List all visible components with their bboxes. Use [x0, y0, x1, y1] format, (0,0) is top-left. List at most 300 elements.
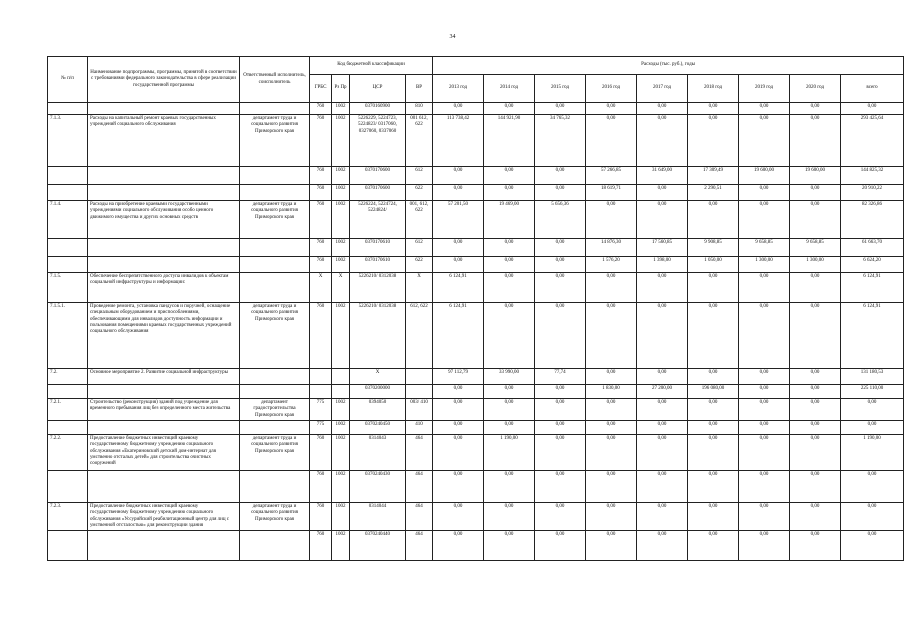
row-grbs: 760 — [310, 531, 332, 561]
table-row — [48, 115, 904, 167]
row-executor — [240, 167, 310, 185]
row-amount: 0,00 — [739, 369, 790, 385]
row-amount: 0,00 — [586, 103, 637, 115]
row-amount: 0,00 — [790, 115, 841, 167]
row-total: 1 190,00 — [841, 435, 904, 471]
row-amount: 0,00 — [790, 103, 841, 115]
row-amount: 1 300,00 — [790, 257, 841, 273]
row-amount: 0,00 — [535, 531, 586, 561]
row-executor: департамент труда и социального развития Приморского края — [240, 435, 310, 471]
row-amount: 17 309,49 — [688, 167, 739, 185]
table-row — [48, 273, 904, 303]
row-amount: 0,00 — [535, 471, 586, 503]
row-rzpr: 1002 — [332, 201, 350, 239]
row-num — [48, 239, 88, 257]
row-rzpr: 1002 — [332, 115, 350, 167]
row-amount: 0,00 — [586, 503, 637, 531]
row-amount: 97 112,79 — [433, 369, 484, 385]
row-amount: 0,00 — [790, 421, 841, 435]
row-amount: 34 765,32 — [535, 115, 586, 167]
row-amount: 0,00 — [637, 115, 688, 167]
row-amount: 1 830,00 — [586, 385, 637, 399]
row-vr: 622 — [406, 185, 433, 201]
row-vr — [406, 385, 433, 399]
row-executor: департамент градостроительства Приморского края — [240, 399, 310, 421]
table-row — [48, 185, 904, 201]
row-amount: 18 619,71 — [586, 185, 637, 201]
row-amount: 9 908,85 — [688, 239, 739, 257]
row-amount: 0,00 — [739, 115, 790, 167]
row-amount: 0,00 — [433, 185, 484, 201]
row-csr: 0370200000 — [350, 385, 406, 399]
row-amount: 0,00 — [484, 185, 535, 201]
row-rzpr: 1002 — [332, 471, 350, 503]
row-amount: 0,00 — [586, 201, 637, 239]
row-num: 7.2.3. — [48, 503, 88, 531]
row-total: 20 910,22 — [841, 185, 904, 201]
row-amount: 6 124,91 — [433, 273, 484, 303]
row-num: 7.2.2. — [48, 435, 88, 471]
row-vr: 612 — [406, 239, 433, 257]
row-csr: 0394050 — [350, 399, 406, 421]
header-rzpr: Рз Пр — [332, 75, 350, 103]
table-row — [48, 471, 904, 503]
row-name — [88, 257, 240, 273]
row-executor: департамент труда и социального развития Приморского края — [240, 115, 310, 167]
row-amount: 0,00 — [790, 273, 841, 303]
row-rzpr: 1002 — [332, 103, 350, 115]
row-total: 0,00 — [841, 421, 904, 435]
row-name — [88, 239, 240, 257]
row-csr: 0370240450 — [350, 421, 406, 435]
table-row — [48, 385, 904, 399]
row-vr: 464 — [406, 435, 433, 471]
row-amount: 0,00 — [535, 185, 586, 201]
row-grbs: 760 — [310, 239, 332, 257]
row-num — [48, 385, 88, 399]
row-grbs: 760 — [310, 201, 332, 239]
row-amount: 0,00 — [535, 503, 586, 531]
row-name: Расходы на приобретение краевыми государственными учреждениями социального обслуживания особо ценного движимого имущества и других основных средств — [88, 201, 240, 239]
row-amount: 27 200,00 — [637, 385, 688, 399]
header-grbs: ГРБС — [310, 75, 332, 103]
row-amount: 0,00 — [688, 369, 739, 385]
row-amount: 0,00 — [637, 369, 688, 385]
row-amount: 0,00 — [484, 531, 535, 561]
row-amount: 0,00 — [790, 201, 841, 239]
row-num — [48, 531, 88, 561]
row-amount: 0,00 — [484, 239, 535, 257]
row-name — [88, 531, 240, 561]
row-amount: 0,00 — [739, 531, 790, 561]
row-amount: 0,00 — [637, 503, 688, 531]
row-amount: 0,00 — [535, 167, 586, 185]
row-num — [48, 421, 88, 435]
row-amount: 0,00 — [484, 421, 535, 435]
row-total: 6 124,91 — [841, 273, 904, 303]
row-amount: 0,00 — [688, 471, 739, 503]
row-executor — [240, 273, 310, 303]
row-amount: 0,00 — [688, 421, 739, 435]
row-vr: 464 — [406, 471, 433, 503]
row-total: 225 110,00 — [841, 385, 904, 399]
row-name — [88, 385, 240, 399]
row-num: 7.1.5. — [48, 273, 88, 303]
row-num — [48, 103, 88, 115]
row-grbs: 760 — [310, 115, 332, 167]
header-csr: ЦСР — [350, 75, 406, 103]
row-rzpr — [332, 369, 350, 385]
row-amount: 0,00 — [739, 273, 790, 303]
row-amount: 1 576,20 — [586, 257, 637, 273]
header-year: 2018 год — [688, 75, 739, 103]
row-num: 7.2. — [48, 369, 88, 385]
table-row — [48, 303, 904, 369]
row-vr: 612, 622 — [406, 303, 433, 369]
row-vr: 464 — [406, 503, 433, 531]
row-amount: 0,00 — [739, 185, 790, 201]
row-name: Проведение ремонта, установка пандусов и поручней, оснащение специальным оборудованием и приспособлениями, обеспечивающими для инвалидов доступность информации и пользования помещениями краевых государственных учреждений социального обслуживания — [88, 303, 240, 369]
row-amount: 57 201,50 — [433, 201, 484, 239]
table-row — [48, 239, 904, 257]
row-amount: 0,00 — [688, 531, 739, 561]
row-name: Расходы на капитальный ремонт краевых государственных учреждений социального обслуживания — [88, 115, 240, 167]
row-rzpr: 1002 — [332, 185, 350, 201]
table-body — [48, 103, 904, 561]
row-amount: 0,00 — [688, 273, 739, 303]
row-amount: 0,00 — [484, 257, 535, 273]
row-executor — [240, 421, 310, 435]
row-rzpr: X — [332, 273, 350, 303]
row-total: 6 624,20 — [841, 257, 904, 273]
row-amount: 0,00 — [433, 531, 484, 561]
row-rzpr: 1002 — [332, 531, 350, 561]
row-amount: 9 658,85 — [739, 239, 790, 257]
row-amount: 1 300,00 — [739, 257, 790, 273]
row-amount: 0,00 — [535, 239, 586, 257]
row-amount: 0,00 — [586, 369, 637, 385]
row-amount: 0,00 — [790, 531, 841, 561]
row-vr — [406, 369, 433, 385]
row-amount: 0,00 — [688, 201, 739, 239]
row-amount: 113 738,42 — [433, 115, 484, 167]
row-vr: X — [406, 273, 433, 303]
row-amount: 0,00 — [637, 103, 688, 115]
row-num — [48, 167, 88, 185]
row-amount: 0,00 — [433, 239, 484, 257]
table-row — [48, 257, 904, 273]
row-num — [48, 471, 88, 503]
row-amount: 0,00 — [790, 385, 841, 399]
header-executor: Ответственный исполнитель, соисполнитель — [240, 57, 310, 103]
row-csr: 5226210/ 0312038 — [350, 303, 406, 369]
row-amount: 0,00 — [637, 421, 688, 435]
row-amount: 196 080,00 — [688, 385, 739, 399]
row-executor — [240, 239, 310, 257]
row-csr: X — [350, 369, 406, 385]
header-num: № п/п — [48, 57, 88, 103]
row-rzpr: 1002 — [332, 399, 350, 421]
row-amount: 0,00 — [637, 185, 688, 201]
row-amount: 0,00 — [739, 421, 790, 435]
row-grbs — [310, 385, 332, 399]
row-grbs: 760 — [310, 257, 332, 273]
row-csr: 0370170600 — [350, 167, 406, 185]
row-amount: 0,00 — [535, 385, 586, 399]
header-name: Наименование подпрограммы, программы, принятой в соответствии с требованиями федерального законодательства в сфере реализации государственной программы — [88, 57, 240, 103]
table-row — [48, 503, 904, 531]
header-year: 2016 год — [586, 75, 637, 103]
row-total: 0,00 — [841, 399, 904, 421]
row-grbs: 760 — [310, 471, 332, 503]
row-amount: 0,00 — [433, 103, 484, 115]
row-amount: 0,00 — [586, 303, 637, 369]
row-rzpr: 1002 — [332, 435, 350, 471]
row-executor — [240, 531, 310, 561]
row-amount: 0,00 — [790, 471, 841, 503]
row-vr: 622 — [406, 257, 433, 273]
row-amount: 33 990,00 — [484, 369, 535, 385]
row-amount: 1 398,00 — [637, 257, 688, 273]
row-amount: 0,00 — [637, 201, 688, 239]
row-num: 7.1.4. — [48, 201, 88, 239]
page-number: 34 — [449, 34, 456, 40]
row-amount: 0,00 — [433, 503, 484, 531]
row-amount: 144 921,90 — [484, 115, 535, 167]
row-amount: 17 560,85 — [637, 239, 688, 257]
row-executor — [240, 185, 310, 201]
row-amount: 0,00 — [586, 399, 637, 421]
row-amount: 0,00 — [535, 399, 586, 421]
row-amount: 0,00 — [535, 273, 586, 303]
row-name — [88, 471, 240, 503]
row-executor — [240, 385, 310, 399]
header-vr: ВР — [406, 75, 433, 103]
row-executor: департамент труда и социального развития Приморского края — [240, 201, 310, 239]
row-amount: 0,00 — [739, 503, 790, 531]
row-amount: 0,00 — [739, 399, 790, 421]
row-name: Обеспечение беспрепятственного доступа инвалидов к объектам социальной инфраструктуры и информации: — [88, 273, 240, 303]
row-name — [88, 103, 240, 115]
row-csr: 0314044 — [350, 503, 406, 531]
row-csr: 0370240430 — [350, 471, 406, 503]
row-vr: 001, 612, 622 — [406, 201, 433, 239]
row-amount: 0,00 — [637, 303, 688, 369]
row-amount: 0,00 — [433, 471, 484, 503]
row-total: 0,00 — [841, 471, 904, 503]
row-vr: 810 — [406, 103, 433, 115]
row-amount: 9 658,85 — [790, 239, 841, 257]
row-total: 0,00 — [841, 503, 904, 531]
row-name — [88, 167, 240, 185]
row-amount: 0,00 — [484, 503, 535, 531]
row-vr: 003/ 410 — [406, 399, 433, 421]
row-vr: 464 — [406, 531, 433, 561]
row-amount: 14 876,30 — [586, 239, 637, 257]
row-rzpr: 1002 — [332, 303, 350, 369]
row-amount: 6 124,91 — [433, 303, 484, 369]
table-row — [48, 435, 904, 471]
row-executor: департамент труда и социального развития Приморского края — [240, 503, 310, 531]
header-year: 2014 год — [484, 75, 535, 103]
table-row — [48, 421, 904, 435]
row-grbs: 760 — [310, 185, 332, 201]
table-row — [48, 399, 904, 421]
row-amount: 0,00 — [637, 399, 688, 421]
row-total: 131 180,53 — [841, 369, 904, 385]
row-executor — [240, 369, 310, 385]
row-amount: 0,00 — [535, 303, 586, 369]
row-amount: 0,00 — [484, 399, 535, 421]
row-amount: 0,00 — [484, 103, 535, 115]
row-total: 0,00 — [841, 531, 904, 561]
table-row — [48, 369, 904, 385]
row-amount: 0,00 — [535, 421, 586, 435]
row-total: 82 326,86 — [841, 201, 904, 239]
row-amount: 0,00 — [586, 421, 637, 435]
table-row — [48, 531, 904, 561]
row-amount: 0,00 — [739, 385, 790, 399]
table-row — [48, 103, 904, 115]
row-total: 61 663,70 — [841, 239, 904, 257]
header-year: 2019 год — [739, 75, 790, 103]
row-amount: 0,00 — [739, 201, 790, 239]
row-amount: 0,00 — [688, 115, 739, 167]
row-amount: 77,74 — [535, 369, 586, 385]
row-name — [88, 185, 240, 201]
row-grbs: 760 — [310, 435, 332, 471]
row-csr: 0314043 — [350, 435, 406, 471]
row-num — [48, 257, 88, 273]
row-rzpr — [332, 385, 350, 399]
row-amount: 1 050,00 — [688, 257, 739, 273]
row-amount: 2 290,51 — [688, 185, 739, 201]
row-executor: департамент труда и социального развития Приморского края — [240, 303, 310, 369]
header-year: 2015 год — [535, 75, 586, 103]
header-year: 2020 год — [790, 75, 841, 103]
row-amount: 0,00 — [484, 385, 535, 399]
header-code-group: Код бюджетной классификации — [310, 57, 433, 75]
row-amount: 0,00 — [433, 385, 484, 399]
row-name — [88, 421, 240, 435]
table-row — [48, 201, 904, 239]
row-amount: 0,00 — [535, 103, 586, 115]
row-amount: 0,00 — [433, 421, 484, 435]
row-amount: 31 649,00 — [637, 167, 688, 185]
row-grbs — [310, 369, 332, 385]
row-amount: 0,00 — [790, 303, 841, 369]
row-executor — [240, 257, 310, 273]
row-csr: 0370160900 — [350, 103, 406, 115]
row-total: 6 124,91 — [841, 303, 904, 369]
row-name: Строительство (реконструкция) зданий под учреждение для временного пребывания лиц без определенного места жительства — [88, 399, 240, 421]
row-amount: 0,00 — [535, 435, 586, 471]
row-num: 7.2.1. — [48, 399, 88, 421]
header-expenses-group: Расходы (тыс. руб.), годы — [433, 57, 904, 75]
row-csr: 0370170600 — [350, 185, 406, 201]
row-vr: 001 612, 622 — [406, 115, 433, 167]
budget-table — [47, 56, 904, 561]
header-total: всего — [841, 75, 904, 103]
row-grbs: 760 — [310, 503, 332, 531]
table-row — [48, 167, 904, 185]
row-total: 293 425,64 — [841, 115, 904, 167]
row-amount: 0,00 — [688, 399, 739, 421]
row-amount: 0,00 — [637, 471, 688, 503]
row-name: Основное мероприятие 2. Развитие социальной инфраструктуры — [88, 369, 240, 385]
row-rzpr: 1002 — [332, 503, 350, 531]
header-year: 2017 год — [637, 75, 688, 103]
row-csr: 0370240440 — [350, 531, 406, 561]
row-csr: 5226210/ 0312038 — [350, 273, 406, 303]
row-amount: 0,00 — [586, 273, 637, 303]
row-vr: 410 — [406, 421, 433, 435]
row-amount: 0,00 — [535, 257, 586, 273]
row-name: Предоставление бюджетных инвестиций краевому государственному бюджетному учреждению социального обслуживания «Уссурийский реабилитационный центр для лиц с умственной отсталостью» для реконструкции здания — [88, 503, 240, 531]
table-header — [48, 57, 904, 103]
row-num: 7.1.3. — [48, 115, 88, 167]
row-amount: 0,00 — [739, 471, 790, 503]
row-executor — [240, 103, 310, 115]
row-amount: 19 469,00 — [484, 201, 535, 239]
row-csr: 5226224, 5224724, 5224824/ — [350, 201, 406, 239]
row-amount: 0,00 — [739, 103, 790, 115]
row-amount: 0,00 — [586, 115, 637, 167]
row-grbs: 775 — [310, 421, 332, 435]
row-amount: 0,00 — [688, 103, 739, 115]
row-total: 144 825,32 — [841, 167, 904, 185]
row-amount: 0,00 — [790, 503, 841, 531]
row-executor — [240, 471, 310, 503]
row-amount: 0,00 — [637, 531, 688, 561]
row-amount: 0,00 — [790, 435, 841, 471]
row-total: 0,00 — [841, 103, 904, 115]
row-amount: 0,00 — [484, 471, 535, 503]
row-amount: 0,00 — [637, 435, 688, 471]
row-amount: 0,00 — [637, 273, 688, 303]
row-amount: 0,00 — [790, 399, 841, 421]
row-name: Предоставление бюджетных инвестиций краевому государственному бюджетному учреждению социального обслуживания «Екатериновский детский дом-интернат для умственно отсталых детей» для строительства очистных сооружений — [88, 435, 240, 471]
row-amount: 0,00 — [739, 303, 790, 369]
header-year: 2013 год — [433, 75, 484, 103]
row-csr: 5226229, 5224723, 5224823/ 0317060, 0327060, 0337060 — [350, 115, 406, 167]
row-amount: 0,00 — [586, 471, 637, 503]
row-grbs: 775 — [310, 399, 332, 421]
row-amount: 1 190,00 — [484, 435, 535, 471]
row-rzpr: 1002 — [332, 257, 350, 273]
row-amount: 57 266,85 — [586, 167, 637, 185]
row-amount: 0,00 — [688, 303, 739, 369]
row-amount: 0,00 — [484, 303, 535, 369]
row-amount: 5 656,36 — [535, 201, 586, 239]
row-amount: 0,00 — [433, 435, 484, 471]
row-rzpr: 1002 — [332, 421, 350, 435]
row-amount: 19 600,00 — [739, 167, 790, 185]
row-rzpr: 1002 — [332, 239, 350, 257]
row-amount: 0,00 — [739, 435, 790, 471]
row-amount: 0,00 — [484, 273, 535, 303]
row-amount: 0,00 — [433, 399, 484, 421]
row-csr: 0370170610 — [350, 239, 406, 257]
row-amount: 0,00 — [586, 531, 637, 561]
row-amount: 19 600,00 — [790, 167, 841, 185]
row-num: 7.1.5.1. — [48, 303, 88, 369]
row-amount: 0,00 — [790, 185, 841, 201]
row-rzpr: 1002 — [332, 167, 350, 185]
row-vr: 612 — [406, 167, 433, 185]
row-grbs: 760 — [310, 167, 332, 185]
row-grbs: X — [310, 273, 332, 303]
